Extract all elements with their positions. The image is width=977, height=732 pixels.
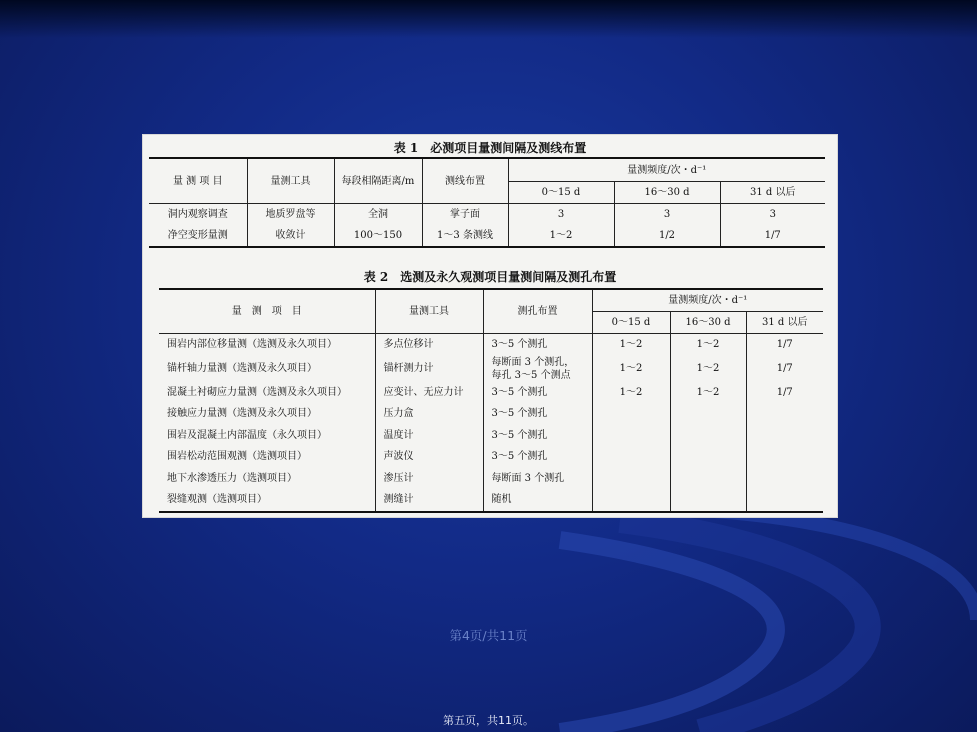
page-footer-note: 第五页，共11页。 bbox=[443, 714, 534, 727]
table-cell bbox=[592, 468, 670, 490]
table-cell: 应变计、无应力计 bbox=[375, 382, 483, 404]
table1-header-p2: 16～30 d bbox=[614, 182, 720, 204]
table-cell: 围岩松动范围观测（选测项目） bbox=[167, 451, 307, 463]
table-row bbox=[159, 382, 823, 404]
table2-caption: 表 2 选测及永久观测项目量测间隔及测孔布置 bbox=[363, 270, 617, 284]
table-row bbox=[159, 489, 823, 512]
table-cell: 随机 bbox=[483, 489, 592, 512]
table-cell: 100～150 bbox=[334, 225, 422, 247]
table2-header-row bbox=[159, 289, 823, 312]
table-cell: 3 bbox=[614, 204, 720, 226]
table-cell-line: 每孔 3～5 个测点 bbox=[491, 369, 571, 381]
table-cell: 每断面 3 个测孔 bbox=[483, 468, 592, 490]
table1-header-item: 量 测 项 目 bbox=[149, 158, 247, 204]
table-cell: 测缝计 bbox=[375, 489, 483, 512]
table-cell: 掌子面 bbox=[422, 204, 508, 226]
table-cell: 裂缝观测（选测项目） bbox=[167, 494, 267, 506]
table2-header-tool: 量测工具 bbox=[375, 289, 483, 334]
table-cell: 混凝土衬砌应力量测（选测及永久项目） bbox=[167, 386, 347, 398]
table-cell: 全洞 bbox=[334, 204, 422, 226]
table-cell: 净空变形量测 bbox=[167, 230, 228, 241]
table-cell: 多点位移计 bbox=[375, 334, 483, 356]
table-cell: 3～5 个测孔 bbox=[483, 446, 592, 468]
table-cell bbox=[746, 403, 823, 425]
table-cell bbox=[592, 403, 670, 425]
table-row bbox=[159, 334, 823, 356]
table1-header-freq: 量测频度/次・d⁻¹ bbox=[508, 158, 825, 182]
table-cell: 接触应力量测（选测及永久项目） bbox=[167, 408, 317, 420]
table-cell: 地下水渗透压力（选测项目） bbox=[167, 472, 297, 484]
table-cell: 1/7 bbox=[746, 334, 823, 356]
table-cell: 洞内观察调查 bbox=[167, 209, 228, 220]
table-row bbox=[149, 204, 825, 226]
table-cell: 1～2 bbox=[508, 225, 614, 247]
table1-header-row bbox=[149, 158, 825, 182]
table1 bbox=[149, 157, 825, 248]
table-cell bbox=[670, 425, 746, 447]
table-cell: 锚杆测力计 bbox=[375, 356, 483, 382]
table2 bbox=[159, 288, 823, 513]
table-cell: 1/7 bbox=[746, 382, 823, 404]
table-cell bbox=[670, 489, 746, 512]
table-cell: 3～5 个测孔 bbox=[483, 403, 592, 425]
table-row bbox=[159, 468, 823, 490]
table-cell bbox=[670, 403, 746, 425]
table1-header-layout: 测线布置 bbox=[422, 158, 508, 204]
table1-header-p1: 0～15 d bbox=[508, 182, 614, 204]
table2-header-freq: 量测频度/次・d⁻¹ bbox=[592, 289, 823, 312]
table-cell: 压力盒 bbox=[375, 403, 483, 425]
table-cell: 1～2 bbox=[670, 334, 746, 356]
table-cell: 1～3 条测线 bbox=[422, 225, 508, 247]
table-cell: 1～2 bbox=[670, 356, 746, 382]
table-cell bbox=[592, 489, 670, 512]
table-cell bbox=[746, 468, 823, 490]
table2-header-p3: 31 d 以后 bbox=[746, 312, 823, 334]
table-row bbox=[159, 446, 823, 468]
table-cell: 收敛计 bbox=[247, 225, 334, 247]
table2-header-holes: 测孔布置 bbox=[483, 289, 592, 334]
table1-caption: 表 1 必测项目量测间隔及测线布置 bbox=[393, 141, 587, 155]
table-row bbox=[159, 403, 823, 425]
table-cell: 围岩及混凝土内部温度（永久项目） bbox=[167, 429, 327, 441]
table-row bbox=[149, 225, 825, 247]
table-cell: 3～5 个测孔 bbox=[483, 382, 592, 404]
document-image bbox=[142, 134, 838, 518]
table2-header-p1: 0～15 d bbox=[592, 312, 670, 334]
table-cell: 1/2 bbox=[614, 225, 720, 247]
table-cell bbox=[592, 446, 670, 468]
table-cell: 1～2 bbox=[670, 382, 746, 404]
table-cell bbox=[746, 446, 823, 468]
table-cell bbox=[483, 356, 592, 382]
table-cell: 1/7 bbox=[720, 225, 825, 247]
table1-header-p3: 31 d 以后 bbox=[720, 182, 825, 204]
table-cell bbox=[670, 468, 746, 490]
table-cell bbox=[746, 489, 823, 512]
table-cell: 声波仪 bbox=[375, 446, 483, 468]
table-cell: 1/7 bbox=[746, 356, 823, 382]
page-indicator: 第4页/共11页 bbox=[449, 628, 528, 643]
table-cell bbox=[746, 425, 823, 447]
table-cell: 1～2 bbox=[592, 382, 670, 404]
table-cell: 地质罗盘等 bbox=[247, 204, 334, 226]
table2-header-item: 量 测 项 目 bbox=[159, 289, 375, 334]
table-cell: 渗压计 bbox=[375, 468, 483, 490]
table-cell: 1～2 bbox=[592, 334, 670, 356]
table-cell: 围岩内部位移量测（选测及永久项目） bbox=[167, 339, 337, 351]
table-cell: 3～5 个测孔 bbox=[483, 334, 592, 356]
table1-header-spacing: 每段相隔距离/m bbox=[334, 158, 422, 204]
table-cell: 3 bbox=[720, 204, 825, 226]
table-cell: 温度计 bbox=[375, 425, 483, 447]
table-cell bbox=[670, 446, 746, 468]
table-row bbox=[159, 425, 823, 447]
table2-header-p2: 16～30 d bbox=[670, 312, 746, 334]
table-cell bbox=[592, 425, 670, 447]
table-cell: 锚杆轴力量测（选测及永久项目） bbox=[167, 363, 317, 374]
table1-header-tool: 量测工具 bbox=[247, 158, 334, 204]
table-cell: 1～2 bbox=[592, 356, 670, 382]
table-cell: 3～5 个测孔 bbox=[483, 425, 592, 447]
table-cell-line: 每断面 3 个测孔， bbox=[491, 356, 575, 368]
table-cell: 3 bbox=[508, 204, 614, 226]
table-row bbox=[159, 356, 823, 382]
